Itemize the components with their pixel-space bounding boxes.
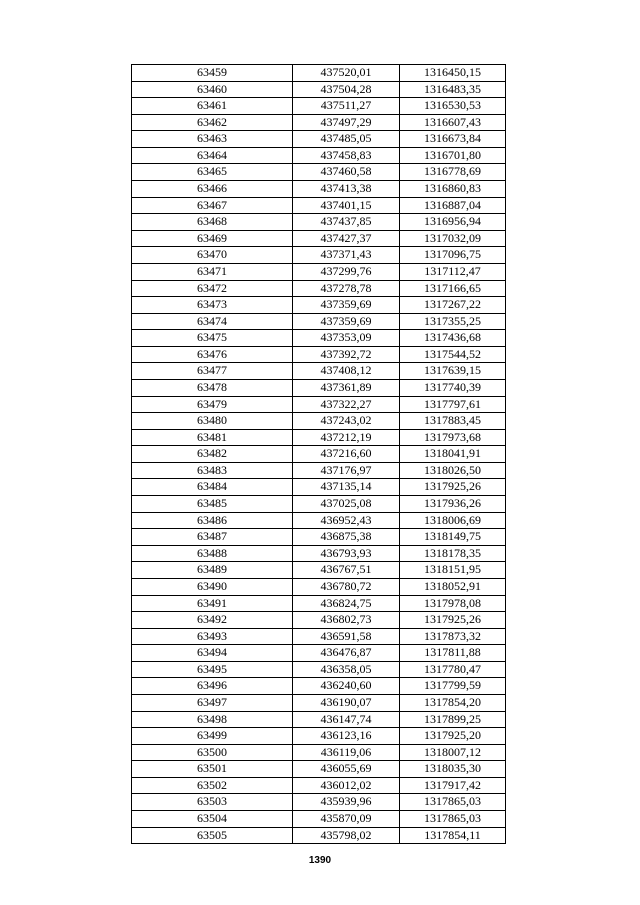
y-coordinate-cell: 1317973,68 xyxy=(400,429,506,446)
point-number-cell: 63502 xyxy=(132,777,293,794)
point-number-cell: 63480 xyxy=(132,413,293,430)
y-coordinate-cell: 1317112,47 xyxy=(400,263,506,280)
table-row xyxy=(132,247,506,264)
table-row xyxy=(132,462,506,479)
table-row xyxy=(132,330,506,347)
y-coordinate-cell: 1317811,88 xyxy=(400,645,506,662)
y-coordinate-cell: 1316483,35 xyxy=(400,81,506,98)
table-row xyxy=(132,164,506,181)
y-coordinate-cell: 1316530,53 xyxy=(400,98,506,115)
x-coordinate-cell: 437216,60 xyxy=(293,446,400,463)
y-coordinate-cell: 1317267,22 xyxy=(400,297,506,314)
table-row xyxy=(132,181,506,198)
point-number-cell: 63500 xyxy=(132,744,293,761)
point-number-cell: 63478 xyxy=(132,379,293,396)
x-coordinate-cell: 437278,78 xyxy=(293,280,400,297)
point-number-cell: 63468 xyxy=(132,214,293,231)
table-row xyxy=(132,147,506,164)
table-row xyxy=(132,214,506,231)
y-coordinate-cell: 1316887,04 xyxy=(400,197,506,214)
y-coordinate-cell: 1318006,69 xyxy=(400,512,506,529)
x-coordinate-cell: 436875,38 xyxy=(293,529,400,546)
y-coordinate-cell: 1317355,25 xyxy=(400,313,506,330)
point-number-cell: 63486 xyxy=(132,512,293,529)
y-coordinate-cell: 1317032,09 xyxy=(400,230,506,247)
x-coordinate-cell: 437353,09 xyxy=(293,330,400,347)
x-coordinate-cell: 436012,02 xyxy=(293,777,400,794)
x-coordinate-cell: 437322,27 xyxy=(293,396,400,413)
table-row xyxy=(132,628,506,645)
coordinates-table xyxy=(131,64,506,844)
point-number-cell: 63489 xyxy=(132,562,293,579)
x-coordinate-cell: 437485,05 xyxy=(293,131,400,148)
point-number-cell: 63459 xyxy=(132,65,293,82)
point-number-cell: 63482 xyxy=(132,446,293,463)
y-coordinate-cell: 1317544,52 xyxy=(400,346,506,363)
y-coordinate-cell: 1316673,84 xyxy=(400,131,506,148)
point-number-cell: 63461 xyxy=(132,98,293,115)
y-coordinate-cell: 1317797,61 xyxy=(400,396,506,413)
table-row xyxy=(132,512,506,529)
table-row xyxy=(132,313,506,330)
point-number-cell: 63474 xyxy=(132,313,293,330)
x-coordinate-cell: 436147,74 xyxy=(293,711,400,728)
y-coordinate-cell: 1317925,26 xyxy=(400,612,506,629)
table-row xyxy=(132,545,506,562)
point-number-cell: 63476 xyxy=(132,346,293,363)
x-coordinate-cell: 437176,97 xyxy=(293,462,400,479)
point-number-cell: 63462 xyxy=(132,114,293,131)
point-number-cell: 63494 xyxy=(132,645,293,662)
x-coordinate-cell: 436476,87 xyxy=(293,645,400,662)
point-number-cell: 63487 xyxy=(132,529,293,546)
point-number-cell: 63501 xyxy=(132,761,293,778)
table-row xyxy=(132,678,506,695)
table-row xyxy=(132,496,506,513)
point-number-cell: 63470 xyxy=(132,247,293,264)
coordinates-table-body xyxy=(132,65,506,844)
x-coordinate-cell: 437401,15 xyxy=(293,197,400,214)
point-number-cell: 63484 xyxy=(132,479,293,496)
table-row xyxy=(132,379,506,396)
point-number-cell: 63473 xyxy=(132,297,293,314)
table-row xyxy=(132,297,506,314)
table-row xyxy=(132,413,506,430)
table-row xyxy=(132,230,506,247)
y-coordinate-cell: 1318151,95 xyxy=(400,562,506,579)
point-number-cell: 63498 xyxy=(132,711,293,728)
x-coordinate-cell: 436591,58 xyxy=(293,628,400,645)
x-coordinate-cell: 437497,29 xyxy=(293,114,400,131)
y-coordinate-cell: 1317096,75 xyxy=(400,247,506,264)
y-coordinate-cell: 1318041,91 xyxy=(400,446,506,463)
x-coordinate-cell: 435939,96 xyxy=(293,794,400,811)
table-row xyxy=(132,711,506,728)
point-number-cell: 63475 xyxy=(132,330,293,347)
x-coordinate-cell: 437212,19 xyxy=(293,429,400,446)
point-number-cell: 63481 xyxy=(132,429,293,446)
table-row xyxy=(132,595,506,612)
table-row xyxy=(132,81,506,98)
x-coordinate-cell: 436793,93 xyxy=(293,545,400,562)
y-coordinate-cell: 1317166,65 xyxy=(400,280,506,297)
x-coordinate-cell: 437413,38 xyxy=(293,181,400,198)
table-row xyxy=(132,280,506,297)
x-coordinate-cell: 437427,37 xyxy=(293,230,400,247)
y-coordinate-cell: 1317865,03 xyxy=(400,811,506,828)
table-row xyxy=(132,794,506,811)
y-coordinate-cell: 1316778,69 xyxy=(400,164,506,181)
point-number-cell: 63467 xyxy=(132,197,293,214)
x-coordinate-cell: 436240,60 xyxy=(293,678,400,695)
table-row xyxy=(132,811,506,828)
y-coordinate-cell: 1318052,91 xyxy=(400,578,506,595)
y-coordinate-cell: 1317899,25 xyxy=(400,711,506,728)
table-row xyxy=(132,612,506,629)
y-coordinate-cell: 1318026,50 xyxy=(400,462,506,479)
table-row xyxy=(132,114,506,131)
point-number-cell: 63471 xyxy=(132,263,293,280)
y-coordinate-cell: 1317865,03 xyxy=(400,794,506,811)
x-coordinate-cell: 437371,43 xyxy=(293,247,400,264)
point-number-cell: 63499 xyxy=(132,728,293,745)
y-coordinate-cell: 1316701,80 xyxy=(400,147,506,164)
point-number-cell: 63493 xyxy=(132,628,293,645)
x-coordinate-cell: 437359,69 xyxy=(293,297,400,314)
y-coordinate-cell: 1317854,20 xyxy=(400,694,506,711)
x-coordinate-cell: 436358,05 xyxy=(293,661,400,678)
x-coordinate-cell: 437299,76 xyxy=(293,263,400,280)
point-number-cell: 63497 xyxy=(132,694,293,711)
point-number-cell: 63505 xyxy=(132,827,293,844)
table-row xyxy=(132,661,506,678)
x-coordinate-cell: 435798,02 xyxy=(293,827,400,844)
point-number-cell: 63495 xyxy=(132,661,293,678)
point-number-cell: 63460 xyxy=(132,81,293,98)
table-row xyxy=(132,446,506,463)
y-coordinate-cell: 1317925,26 xyxy=(400,479,506,496)
table-row xyxy=(132,728,506,745)
y-coordinate-cell: 1316450,15 xyxy=(400,65,506,82)
table-row xyxy=(132,263,506,280)
x-coordinate-cell: 437243,02 xyxy=(293,413,400,430)
x-coordinate-cell: 436123,16 xyxy=(293,728,400,745)
table-row xyxy=(132,562,506,579)
x-coordinate-cell: 437504,28 xyxy=(293,81,400,98)
table-row xyxy=(132,479,506,496)
point-number-cell: 63503 xyxy=(132,794,293,811)
y-coordinate-cell: 1317936,26 xyxy=(400,496,506,513)
x-coordinate-cell: 437437,85 xyxy=(293,214,400,231)
point-number-cell: 63496 xyxy=(132,678,293,695)
x-coordinate-cell: 437520,01 xyxy=(293,65,400,82)
x-coordinate-cell: 436824,75 xyxy=(293,595,400,612)
x-coordinate-cell: 436952,43 xyxy=(293,512,400,529)
y-coordinate-cell: 1317780,47 xyxy=(400,661,506,678)
y-coordinate-cell: 1318149,75 xyxy=(400,529,506,546)
table-row xyxy=(132,429,506,446)
point-number-cell: 63464 xyxy=(132,147,293,164)
point-number-cell: 63485 xyxy=(132,496,293,513)
point-number-cell: 63490 xyxy=(132,578,293,595)
x-coordinate-cell: 436055,69 xyxy=(293,761,400,778)
table-row xyxy=(132,396,506,413)
point-number-cell: 63463 xyxy=(132,131,293,148)
y-coordinate-cell: 1318178,35 xyxy=(400,545,506,562)
point-number-cell: 63472 xyxy=(132,280,293,297)
table-row xyxy=(132,363,506,380)
table-row xyxy=(132,346,506,363)
table-row xyxy=(132,761,506,778)
table-row xyxy=(132,578,506,595)
table-row xyxy=(132,777,506,794)
y-coordinate-cell: 1317978,08 xyxy=(400,595,506,612)
x-coordinate-cell: 437359,69 xyxy=(293,313,400,330)
table-row xyxy=(132,98,506,115)
y-coordinate-cell: 1317799,59 xyxy=(400,678,506,695)
x-coordinate-cell: 436802,73 xyxy=(293,612,400,629)
y-coordinate-cell: 1317639,15 xyxy=(400,363,506,380)
x-coordinate-cell: 437511,27 xyxy=(293,98,400,115)
table-row xyxy=(132,131,506,148)
x-coordinate-cell: 437135,14 xyxy=(293,479,400,496)
y-coordinate-cell: 1317740,39 xyxy=(400,379,506,396)
point-number-cell: 63479 xyxy=(132,396,293,413)
y-coordinate-cell: 1316860,83 xyxy=(400,181,506,198)
y-coordinate-cell: 1317925,20 xyxy=(400,728,506,745)
point-number-cell: 63469 xyxy=(132,230,293,247)
y-coordinate-cell: 1317436,68 xyxy=(400,330,506,347)
table-row xyxy=(132,65,506,82)
y-coordinate-cell: 1317883,45 xyxy=(400,413,506,430)
x-coordinate-cell: 437408,12 xyxy=(293,363,400,380)
x-coordinate-cell: 435870,09 xyxy=(293,811,400,828)
table-row xyxy=(132,694,506,711)
y-coordinate-cell: 1318035,30 xyxy=(400,761,506,778)
y-coordinate-cell: 1318007,12 xyxy=(400,744,506,761)
x-coordinate-cell: 436767,51 xyxy=(293,562,400,579)
point-number-cell: 63504 xyxy=(132,811,293,828)
x-coordinate-cell: 437025,08 xyxy=(293,496,400,513)
x-coordinate-cell: 437392,72 xyxy=(293,346,400,363)
x-coordinate-cell: 437361,89 xyxy=(293,379,400,396)
y-coordinate-cell: 1317873,32 xyxy=(400,628,506,645)
y-coordinate-cell: 1317917,42 xyxy=(400,777,506,794)
point-number-cell: 63491 xyxy=(132,595,293,612)
point-number-cell: 63492 xyxy=(132,612,293,629)
point-number-cell: 63477 xyxy=(132,363,293,380)
y-coordinate-cell: 1316607,43 xyxy=(400,114,506,131)
x-coordinate-cell: 436119,06 xyxy=(293,744,400,761)
point-number-cell: 63465 xyxy=(132,164,293,181)
y-coordinate-cell: 1317854,11 xyxy=(400,827,506,844)
x-coordinate-cell: 436780,72 xyxy=(293,578,400,595)
point-number-cell: 63483 xyxy=(132,462,293,479)
point-number-cell: 63488 xyxy=(132,545,293,562)
table-row xyxy=(132,744,506,761)
x-coordinate-cell: 437460,58 xyxy=(293,164,400,181)
point-number-cell: 63466 xyxy=(132,181,293,198)
table-row xyxy=(132,197,506,214)
page-number: 1390 xyxy=(308,855,332,866)
y-coordinate-cell: 1316956,94 xyxy=(400,214,506,231)
table-row xyxy=(132,827,506,844)
table-row xyxy=(132,645,506,662)
x-coordinate-cell: 436190,07 xyxy=(293,694,400,711)
x-coordinate-cell: 437458,83 xyxy=(293,147,400,164)
table-row xyxy=(132,529,506,546)
